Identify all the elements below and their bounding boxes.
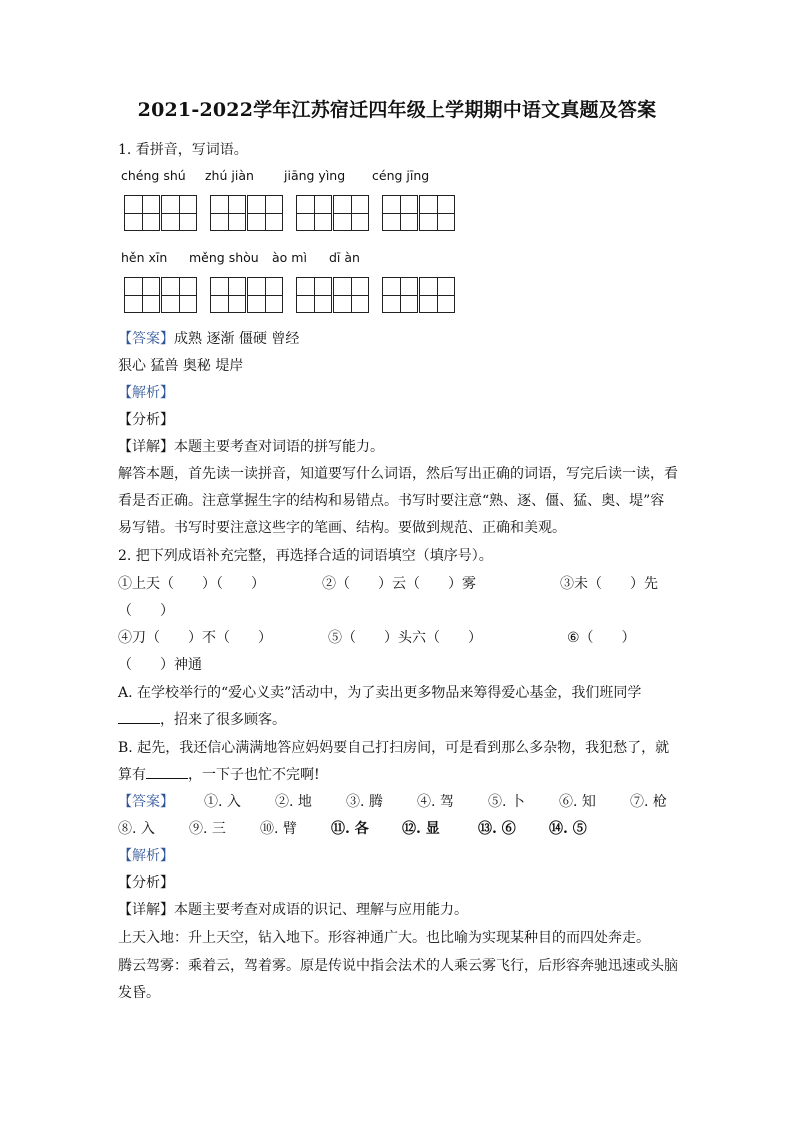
q2-item-6b: （ ）神通 xyxy=(118,657,202,673)
q2-detail xyxy=(118,897,468,923)
detail-label: 【详解】 xyxy=(118,902,174,918)
q2-item-6: ⑥（ ） xyxy=(567,630,636,646)
q2-answer-label: 【答案】 xyxy=(118,794,174,810)
writing-grid-6 xyxy=(210,277,284,313)
answer-label: 【答案】 xyxy=(118,331,174,347)
writing-grid-3 xyxy=(296,195,370,231)
writing-grid-5 xyxy=(124,277,198,313)
q2-sentence-b-1: B. 起先，我还信心满满地答应妈妈要自己打扫房间，可是看到那么多杂物，我犯愁了，就 xyxy=(118,740,670,756)
q1-detail xyxy=(118,434,384,460)
q2-answer-13: ⑬. ⑥ xyxy=(478,821,516,837)
q1-pinyin-1: chéng shú xyxy=(121,168,186,183)
q2-item-4: ④刀（ ）不（ ） xyxy=(118,630,272,646)
q2-sentence-a-tail: ，招来了很多顾客。 xyxy=(160,712,286,728)
q2-jiexi-label: 【解析】 xyxy=(118,848,174,864)
q1-pinyin-4: céng jīng xyxy=(372,168,430,183)
q1-pinyin-3: jiāng yìng xyxy=(284,168,346,183)
q2-answer-7: ⑦. 枪 xyxy=(630,794,667,810)
q1-pinyin-5: hěn xīn xyxy=(121,250,168,265)
writing-grid-7 xyxy=(296,277,370,313)
q2-sentence-b-2 xyxy=(118,762,320,788)
fill-blank-a xyxy=(118,709,160,724)
q2-answer-6: ⑥. 知 xyxy=(559,794,596,810)
q2-item-1: ①上天（ ）（ ） xyxy=(118,576,265,592)
q1-pinyin-8: dī àn xyxy=(329,250,360,265)
q1-para-2: 看是否正确。注意掌握生字的结构和易错点。书写时要注意“熟、逐、僵、猛、奥、堤”容 xyxy=(118,493,665,509)
page-title: 2021-2022学年江苏宿迁四年级上学期期中语文真题及答案 xyxy=(137,99,657,121)
q1-answer-line2: 狠心 猛兽 奥秘 堤岸 xyxy=(118,358,244,374)
writing-grid-1 xyxy=(124,195,198,231)
q1-prompt: 1. 看拼音，写词语。 xyxy=(118,142,248,158)
q2-sentence-a-2 xyxy=(118,707,286,733)
q2-answer-3: ③. 腾 xyxy=(346,794,383,810)
q2-answer-2: ②. 地 xyxy=(275,794,312,810)
q2-answer-1: ①. 入 xyxy=(204,794,241,810)
q2-answer-5: ⑤. 卜 xyxy=(488,794,525,810)
q2-answer-9: ⑨. 三 xyxy=(189,821,226,837)
q2-item-3b: （ ） xyxy=(118,603,174,619)
q2-definition-1: 上天入地：升上天空，钻入地下。形容神通广大。也比喻为实现某种目的而四处奔走。 xyxy=(118,930,650,946)
q2-definition-2a: 腾云驾雾：乘着云，驾着雾。原是传说中指会法术的人乘云雾飞行，后形容奔驰迅速或头脑 xyxy=(118,958,678,974)
q2-fenxi-label: 【分析】 xyxy=(118,875,174,891)
q2-item-3: ③未（ ）先 xyxy=(560,576,658,592)
q2-prompt: 2. 把下列成语补充完整，再选择合适的词语填空（填序号）。 xyxy=(118,548,493,564)
q2-definition-2b: 发昏。 xyxy=(118,985,160,1001)
q2-answer-4: ④. 驾 xyxy=(417,794,454,810)
q2-answer-8: ⑧. 入 xyxy=(118,821,155,837)
writing-grid-4 xyxy=(382,195,456,231)
q1-pinyin-6: měng shòu xyxy=(189,250,259,265)
q2-answer-12: ⑫. 显 xyxy=(402,821,440,837)
q1-answer-line1: 成熟 逐渐 僵硬 曾经 xyxy=(174,331,300,347)
q2-item-2: ②（ ）云（ ）雾 xyxy=(322,576,476,592)
q1-jiexi-label: 【解析】 xyxy=(118,385,174,401)
q1-fenxi-label: 【分析】 xyxy=(118,412,174,428)
q2-answer-11: ⑪. 各 xyxy=(331,821,369,837)
q2-sentence-b-tail: ，一下子也忙不完啊! xyxy=(188,767,320,783)
q1-para-3: 易写错。书写时要注意这些字的笔画、结构。要做到规范、正确和美观。 xyxy=(118,520,566,536)
writing-grid-2 xyxy=(210,195,284,231)
q2-sentence-a-1: A. 在学校举行的“爱心义卖”活动中，为了卖出更多物品来筹得爱心基金，我们班同学 xyxy=(118,685,642,701)
detail-label: 【详解】 xyxy=(118,439,174,455)
q1-pinyin-7: ào mì xyxy=(272,250,307,265)
q2-item-5: ⑤（ ）头六（ ） xyxy=(328,630,482,646)
q2-answer-10: ⑩. 臂 xyxy=(260,821,297,837)
detail-text: 本题主要考查对词语的拼写能力。 xyxy=(174,439,384,455)
q1-pinyin-2: zhú jiàn xyxy=(205,168,254,183)
detail-text: 本题主要考查对成语的识记、理解与应用能力。 xyxy=(174,902,468,918)
q1-answer xyxy=(118,326,299,352)
fill-blank-b xyxy=(146,764,188,779)
writing-grid-8 xyxy=(382,277,456,313)
q2-answer-14: ⑭. ⑤ xyxy=(549,821,587,837)
q1-para-1: 解答本题，首先读一读拼音，知道要写什么词语，然后写出正确的词语，写完后读一读，看 xyxy=(118,466,678,482)
q2-sentence-b-pre: 算有 xyxy=(118,767,146,783)
